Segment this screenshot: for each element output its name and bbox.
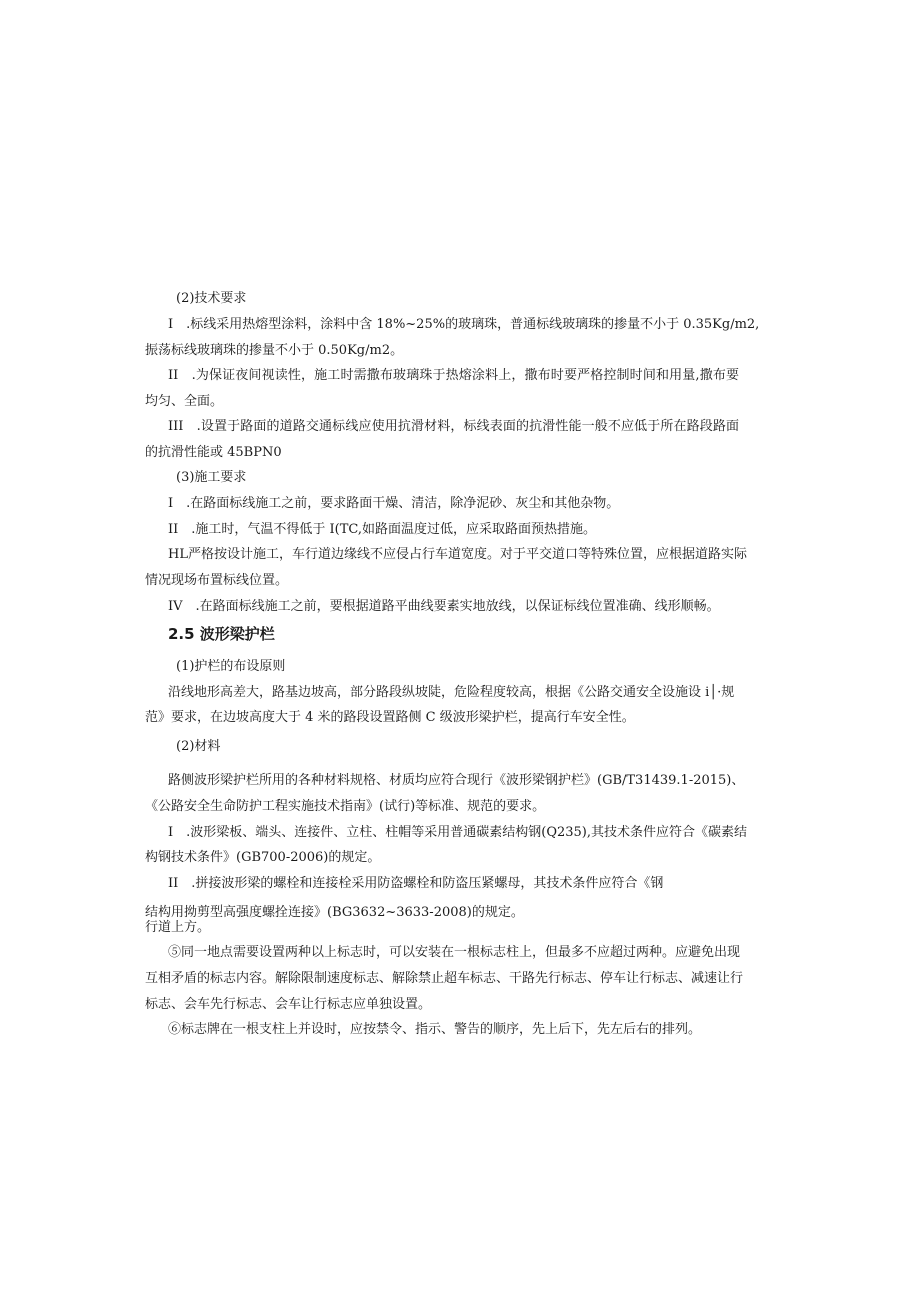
- paragraph-line: I .标线采用热熔型涂料，涂料中含 18%~25%的玻璃珠，普通标线玻璃珠的掺量不小于 0.35Kg/m2,: [168, 317, 760, 332]
- section-heading: 2.5 波形梁护栏: [168, 625, 275, 643]
- paragraph-line: IV .在路面标线施工之前，要根据道路平曲线要素实地放线，以保证标线位置准确、线形顺畅。: [168, 599, 720, 614]
- paragraph-line: 范》要求，在边坡高度大于 4 米的路段设置路侧 C 级波形梁护栏，提高行车安全性。: [145, 710, 635, 725]
- paragraph-line: 路侧波形梁护栏所用的各种材料规格、材质均应符合现行《波形梁钢护栏》(GB/T31439.1-2015)、: [168, 773, 745, 788]
- paragraph-line: I .波形梁板、端头、连接件、立柱、柱帽等采用普通碳素结构钢(Q235),其技术条件应符合《碳素结: [168, 825, 748, 840]
- paragraph-line: 情况现场布置标线位置。: [145, 573, 289, 588]
- paragraph-line: HL严格按设计施工，车行道边缘线不应侵占行车道宽度。对于平交道口等特殊位置，应根据道路实际: [168, 547, 747, 562]
- subheading-technical-requirements: (2)技术要求: [176, 291, 247, 306]
- subheading-guardrail-principles: (1)护栏的布设原则: [176, 659, 286, 674]
- paragraph-line: II .为保证夜间视读性，施工时需撒布玻璃珠于热熔涂料上，撒布时要严格控制时间和用量,撒布要: [168, 368, 739, 383]
- paragraph-line: II .拼接波形梁的螺栓和连接栓采用防盗螺栓和防盗压紧螺母，其技术条件应符合《钢: [168, 876, 664, 891]
- subheading-construction-requirements: (3)施工要求: [176, 470, 247, 485]
- paragraph-line: 均匀、全面。: [145, 394, 224, 409]
- paragraph-line: 振荡标线玻璃珠的掺量不小于 0.50Kg/m2。: [145, 343, 404, 358]
- paragraph-line: 沿线地形高差大，路基边坡高，部分路段纵坡陡，危险程度较高，根据《公路交通安全设施设 i│·规: [168, 685, 735, 700]
- paragraph-line: II .施工时，气温不得低于 I(TC,如路面温度过低，应采取路面预热措施。: [168, 522, 597, 537]
- paragraph-line: III .设置于路面的道路交通标线应使用抗滑材料，标线表面的抗滑性能一般不应低于所在路段路面: [168, 419, 739, 434]
- paragraph-line: 结构用拗剪型高强度螺拴连接》(BG3632~3633-2008)的规定。: [145, 905, 524, 920]
- paragraph-line: ⑥标志牌在一根支柱上并设时，应按禁令、指示、警告的顺序，先上后下，先左后右的排列。: [168, 1022, 702, 1037]
- paragraph-line: 标志、会车先行标志、会车让行标志应单独设置。: [145, 997, 432, 1012]
- paragraph-line: ⑤同一地点需要设置两种以上标志时，可以安装在一根标志柱上，但最多不应超过两种。应避免出现: [168, 945, 741, 960]
- paragraph-line: I .在路面标线施工之前，要求路面干燥、清洁，除净泥砂、灰尘和其他杂物。: [168, 496, 620, 511]
- paragraph-line: 互相矛盾的标志内容。解除限制速度标志、解除禁止超车标志、干路先行标志、停车让行标志、减速让行: [145, 971, 744, 986]
- paragraph-line: 行道上方。: [145, 920, 211, 935]
- paragraph-line: 的抗滑性能或 45BPN0: [145, 445, 282, 460]
- paragraph-line: 构钢技术条件》(GB700-2006)的规定。: [145, 850, 381, 865]
- subheading-materials: (2)材料: [176, 739, 221, 754]
- paragraph-line: 《公路安全生命防护工程实施技术指南》(试行)等标准、规范的要求。: [145, 799, 546, 814]
